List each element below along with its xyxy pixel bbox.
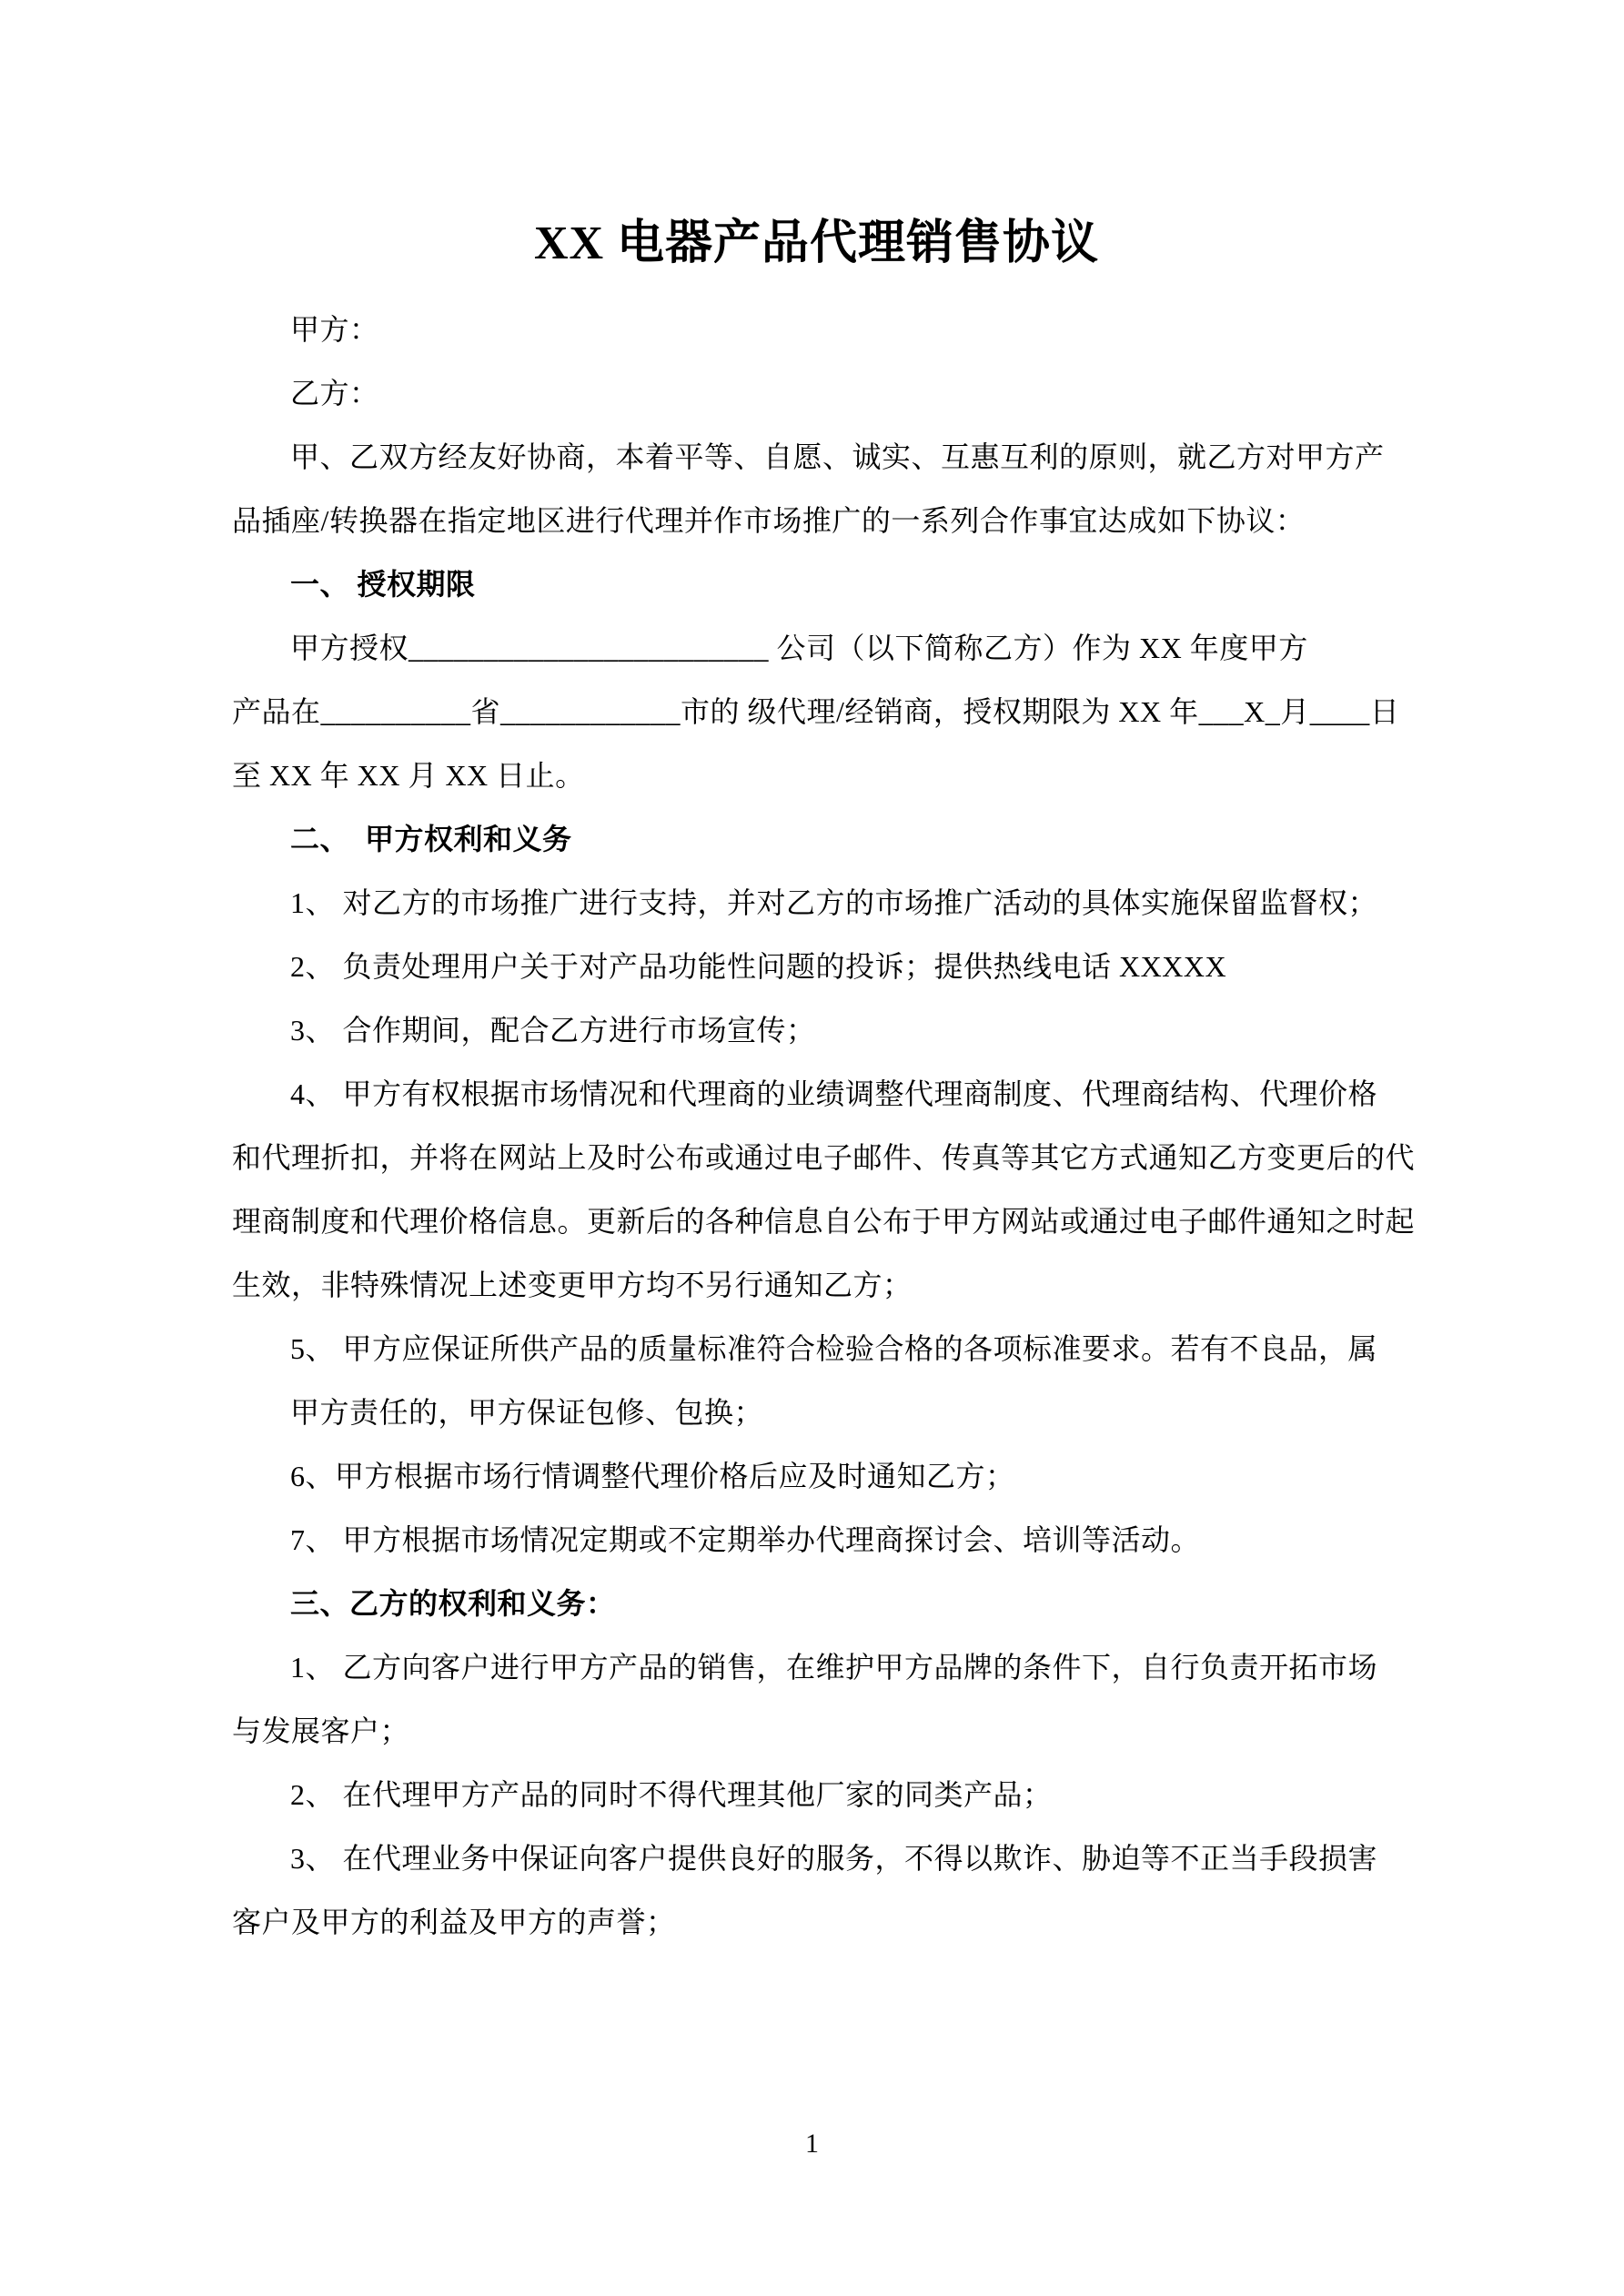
section-2-item-3: 3、 合作期间，配合乙方进行市场宣传；: [290, 1014, 816, 1047]
document-body: [232, 205, 1416, 1954]
section-3-item-3: 3、 在代理业务中保证向客户提供良好的服务，不得以欺诈、胁迫等不正当手段损害: [290, 1842, 1378, 1875]
section-2-item-5-wrap: 甲方责任的，甲方保证包修、包换；: [290, 1396, 764, 1429]
section-3-item-1-wrap: 与发展客户；: [232, 1714, 410, 1747]
intro-paragraph-line-1: 甲、乙双方经友好协商，本着平等、自愿、诚实、互惠互利的原则，就乙方对甲方产: [290, 440, 1385, 473]
section-3-item-3-wrap: 客户及甲方的利益及甲方的声誉；: [232, 1906, 676, 1938]
party-b-line: 乙方：: [290, 377, 379, 410]
section-1-line: 至 XX 年 XX 月 XX 日止。: [232, 759, 585, 792]
section-1-heading: 一、 授权期限: [290, 568, 476, 601]
section-3-heading: 三、乙方的权利和义务：: [290, 1587, 616, 1620]
section-2-item-4: 4、 甲方有权根据市场情况和代理商的业绩调整代理商制度、代理商结构、代理价格: [290, 1077, 1378, 1110]
section-3-item-1: 1、 乙方向客户进行甲方产品的销售，在维护甲方品牌的条件下，自行负责开拓市场: [290, 1651, 1378, 1684]
section-2-heading: 二、 甲方权利和义务: [290, 823, 572, 855]
section-2-item-6: 6、甲方根据市场行情调整代理价格后应及时通知乙方；: [290, 1460, 1015, 1492]
party-a-line: 甲方：: [290, 313, 379, 346]
section-3-item-2: 2、 在代理甲方产品的同时不得代理其他厂家的同类产品；: [290, 1778, 1053, 1811]
section-1-line: 产品在__________省____________市的 级代理/经销商，授权期限为 XX 年___X_月____日: [232, 695, 1400, 728]
document-title: XX 电器产品代理销售协议: [533, 217, 1100, 269]
section-2-item-7: 7、 甲方根据市场情况定期或不定期举办代理商探讨会、培训等活动。: [290, 1523, 1201, 1556]
page-number: 1: [805, 2129, 819, 2159]
section-2-item-2: 2、 负责处理用户关于对产品功能性问题的投诉；提供热线电话 XXXXX: [290, 950, 1227, 983]
section-2-item-5: 5、 甲方应保证所供产品的质量标准符合检验合格的各项标准要求。若有不良品，属: [290, 1332, 1378, 1365]
section-2-item-4-wrap: 理商制度和代理价格信息。更新后的各种信息自公布于甲方网站或通过电子邮件通知之时起: [232, 1205, 1416, 1238]
section-2-item-4-wrap: 生效，非特殊情况上述变更甲方均不另行通知乙方；: [232, 1269, 913, 1301]
section-2-item-1: 1、 对乙方的市场推广进行支持，并对乙方的市场推广活动的具体实施保留监督权；: [290, 886, 1378, 919]
section-1-line: 甲方授权________________________ 公司（以下简称乙方）作为 XX 年度甲方: [290, 632, 1308, 664]
intro-paragraph-line-2: 品插座/转换器在指定地区进行代理并作市场推广的一系列合作事宜达成如下协议：: [232, 504, 1306, 537]
section-2-item-4-wrap: 和代理折扣，并将在网站上及时公布或通过电子邮件、传真等其它方式通知乙方变更后的代: [232, 1141, 1416, 1174]
